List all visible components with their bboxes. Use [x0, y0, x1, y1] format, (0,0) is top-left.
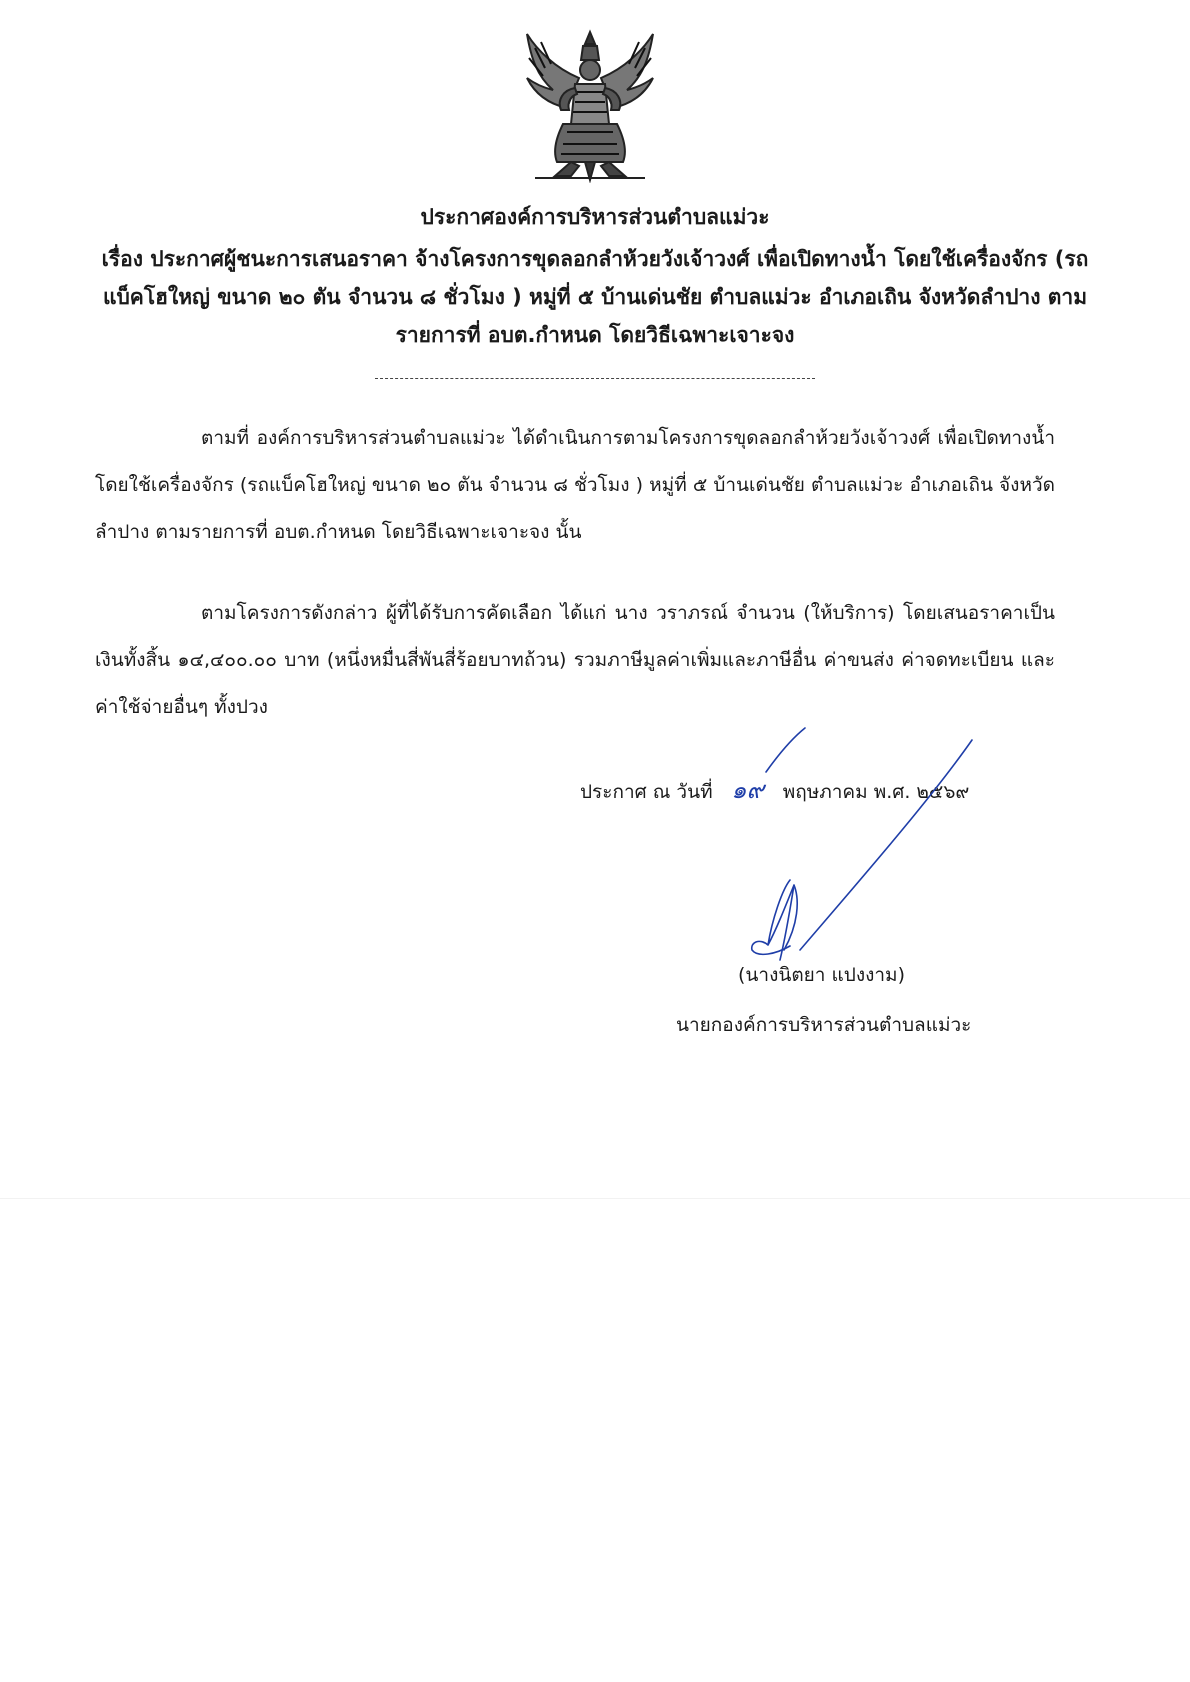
scan-edge-line: [0, 1198, 1190, 1199]
garuda-emblem-icon: [515, 28, 665, 183]
subject-heading: เรื่อง ประกาศผู้ชนะการเสนอราคา จ้างโครงการขุดลอกลำห้วยวังเจ้าวงศ์ เพื่อเปิดทางน้ำ โดยใช้เครื่องจักร (รถแบ็คโฮใหญ่ ขนาด ๒๐ ตัน จำนวน ๘ ชั่วโมง ) หมู่ที่ ๕ บ้านเด่นชัย ตำบลแม่วะ อำเภอเถิน จังหวัดลำปาง ตามรายการที่ อบต.กำหนด โดยวิธีเฉพาะเจาะจง: [101, 247, 1089, 347]
body-paragraph-2: ตามโครงการดังกล่าว ผู้ที่ได้รับการคัดเลือก ได้แก่ นาง วราภรณ์ จำนวน (ให้บริการ) โดยเสนอราคาเป็นเงินทั้งสิ้น ๑๔,๔๐๐.๐๐ บาท (หนึ่งหมื่นสี่พันสี่ร้อยบาทถ้วน) รวมภาษีมูลค่าเพิ่มและภาษีอื่น ค่าขนส่ง ค่าจดทะเบียน และค่าใช้จ่ายอื่นๆ ทั้งปวง: [95, 602, 1055, 718]
body-paragraph-1: ตามที่ องค์การบริหารส่วนตำบลแม่วะ ได้ดำเนินการตามโครงการขุดลอกลำห้วยวังเจ้าวงศ์ เพื่อเปิดทางน้ำ โดยใช้เครื่องจักร (รถแบ็คโฮใหญ่ ขนาด ๒๐ ตัน จำนวน ๘ ชั่วโมง ) หมู่ที่ ๕ บ้านเด่นชัย ตำบลแม่วะ อำเภอเถิน จังหวัดลำปาง ตามรายการที่ อบต.กำหนด โดยวิธีเฉพาะเจาะจง นั้น: [95, 427, 1055, 543]
handwritten-day: ๑๙: [731, 776, 765, 804]
handwritten-signature: [680, 710, 1000, 990]
issuer-heading: ประกาศองค์การบริหารส่วนตำบลแม่วะ: [420, 205, 770, 229]
signatory-title: นายกองค์การบริหารส่วนตำบลแม่วะ: [676, 1014, 972, 1036]
separator-line: [375, 378, 815, 379]
date-prefix: ประกาศ ณ วันที่: [580, 781, 713, 803]
date-month-year: พฤษภาคม พ.ศ. ๒๕๖๙: [782, 781, 970, 803]
signatory-name: (นางนิตยา แปงงาม): [738, 964, 905, 986]
